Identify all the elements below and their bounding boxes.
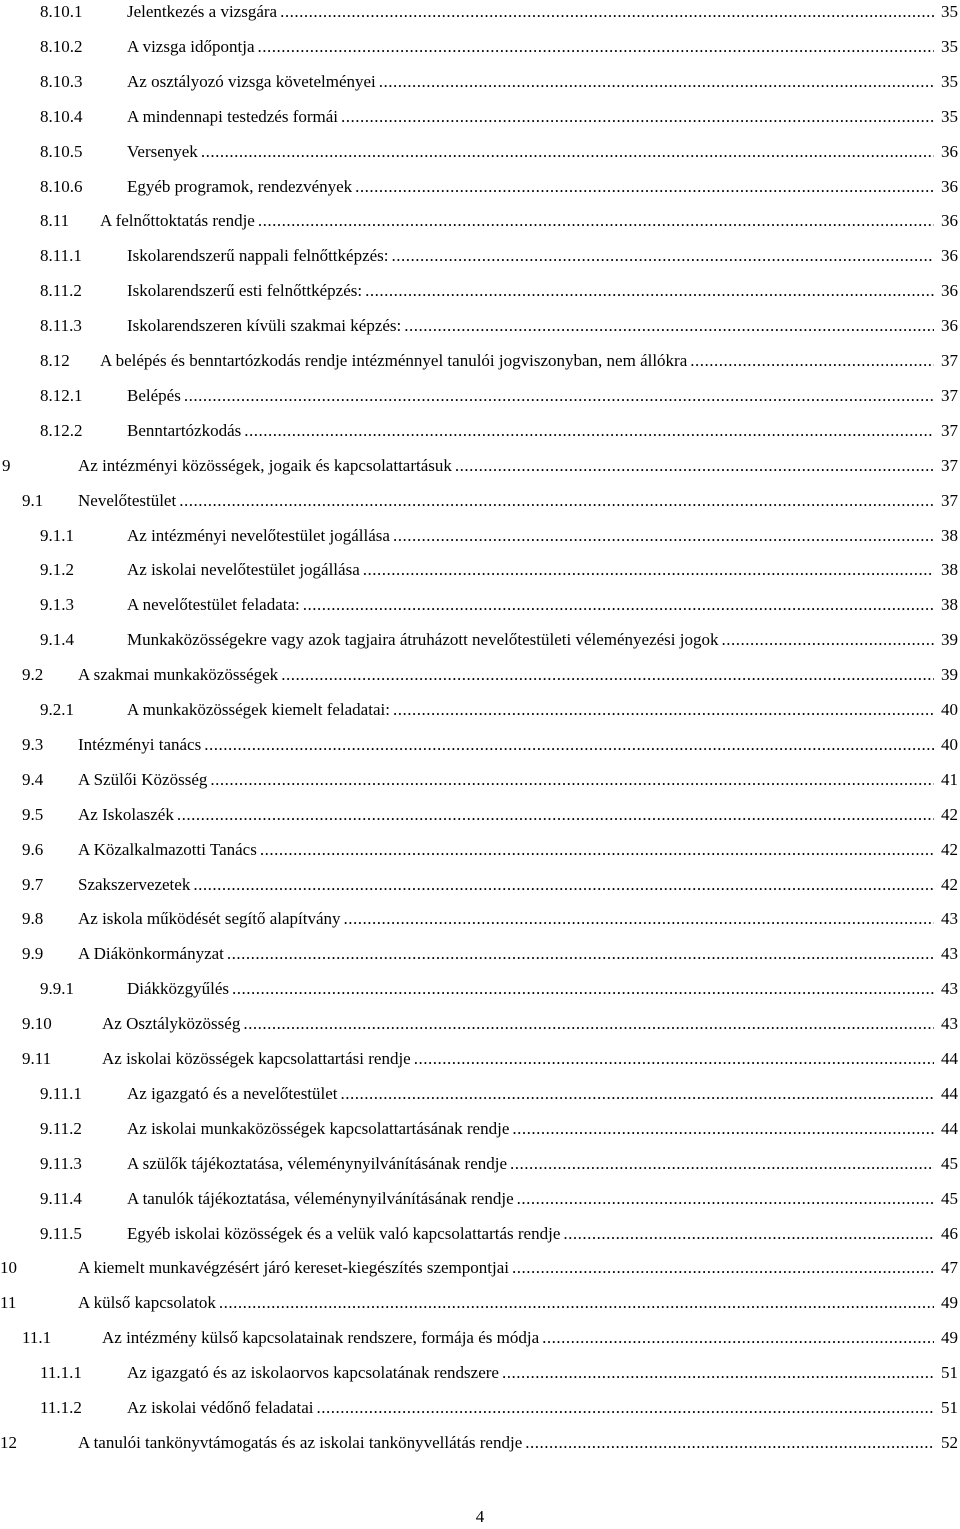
toc-entry[interactable]	[0, 977, 960, 1012]
toc-entry[interactable]	[0, 873, 960, 908]
toc-entry-number: 9.2	[22, 665, 44, 685]
dot-leader	[414, 1047, 934, 1071]
dot-leader	[303, 593, 934, 617]
dot-leader	[219, 1291, 934, 1315]
toc-entry[interactable]	[0, 349, 960, 384]
toc-entry-page: 36	[939, 209, 958, 233]
toc-entry[interactable]	[0, 1291, 960, 1326]
dot-leader	[210, 768, 934, 792]
toc-entry-number: 9.1.3	[40, 595, 74, 615]
toc-entry-page: 44	[939, 1082, 958, 1106]
toc-entry[interactable]	[0, 907, 960, 942]
toc-entry-page: 46	[939, 1222, 958, 1246]
dot-leader	[344, 907, 935, 931]
toc-entry[interactable]	[0, 0, 960, 35]
toc-entry-page: 39	[939, 628, 958, 652]
toc-entry-number: 10	[0, 1258, 17, 1278]
toc-entry-page: 42	[939, 838, 958, 862]
toc-entry-title: A szakmai munkaközösségek	[78, 663, 280, 687]
toc-entry[interactable]	[0, 1012, 960, 1047]
toc-entry[interactable]	[0, 314, 960, 349]
toc-entry-number: 12	[0, 1432, 17, 1452]
toc-entry-title: Az iskolai munkaközösségek kapcsolattartásának rendje	[127, 1117, 511, 1141]
toc-entry[interactable]	[0, 279, 960, 314]
dot-leader	[525, 1431, 934, 1455]
toc-entry-number: 8.12.2	[40, 420, 83, 440]
dot-leader	[184, 384, 934, 408]
toc-entry-page: 42	[939, 873, 958, 897]
toc-entry-title: A felnőttoktatás rendje	[100, 209, 257, 233]
toc-entry[interactable]	[0, 1222, 960, 1257]
toc-entry-number: 9	[2, 455, 11, 475]
toc-entry-title: A mindennapi testedzés formái	[127, 105, 340, 129]
toc-entry-page: 41	[939, 768, 958, 792]
dot-leader	[379, 70, 934, 94]
toc-entry-title: Az Iskolaszék	[78, 803, 176, 827]
dot-leader	[232, 977, 934, 1001]
toc-entry[interactable]	[0, 1431, 960, 1466]
toc-entry-number: 9.10	[22, 1014, 52, 1034]
toc-entry[interactable]	[0, 733, 960, 768]
toc-entry-title: Az intézmény külső kapcsolatainak rendszere, formája és módja	[102, 1326, 541, 1350]
toc-entry[interactable]	[0, 1326, 960, 1361]
toc-entry-number: 8.11	[40, 211, 70, 231]
dot-leader	[281, 663, 934, 687]
toc-entry-title: Egyéb programok, rendezvények	[127, 175, 354, 199]
toc-entry-title: Az iskolai védőnő feladatai	[127, 1396, 315, 1420]
toc-entry-number: 8.10.5	[40, 141, 83, 161]
toc-entry-title: A Diákönkormányzat	[78, 942, 226, 966]
toc-entry[interactable]	[0, 244, 960, 279]
toc-entry[interactable]	[0, 803, 960, 838]
toc-entry-number: 9.2.1	[40, 700, 74, 719]
toc-entry[interactable]	[0, 768, 960, 803]
toc-entry-number: 8.10.4	[40, 106, 83, 126]
toc-entry-page: 45	[939, 1187, 958, 1211]
toc-entry[interactable]	[0, 1117, 960, 1152]
toc-entry-title: Az iskolai közösségek kapcsolattartási rendje	[102, 1047, 413, 1071]
toc-entry-page: 51	[939, 1396, 958, 1420]
dot-leader	[204, 733, 934, 757]
toc-entry[interactable]	[0, 1361, 960, 1396]
toc-entry-number: 9.1.4	[40, 630, 74, 650]
toc-entry-title: Jelentkezés a vizsgára	[127, 0, 279, 24]
toc-entry-page: 38	[939, 524, 958, 548]
toc-entry-page: 35	[939, 35, 958, 59]
toc-entry-number: 11.1	[22, 1328, 52, 1348]
toc-entry-page: 37	[939, 349, 958, 373]
toc-entry-title: Iskolarendszerű esti felnőttképzés:	[127, 279, 364, 303]
dot-leader	[341, 1082, 934, 1106]
toc-entry-title: Az iskolai nevelőtestület jogállása	[127, 558, 362, 582]
toc-entry-page: 43	[939, 977, 958, 1001]
toc-entry-title: Az intézményi közösségek, jogaik és kapcsolattartásuk	[78, 454, 454, 478]
dot-leader	[355, 175, 934, 199]
toc-entry-title: A belépés és benntartózkodás rendje intézménnyel tanulói jogviszonyban, nem állókra	[100, 349, 689, 373]
toc-entry-page: 36	[939, 244, 958, 268]
toc-entry-title: Szakszervezetek	[78, 873, 192, 897]
toc-entry-number: 9.1.2	[40, 560, 74, 580]
dot-leader	[563, 1222, 934, 1246]
dot-leader	[179, 489, 934, 513]
toc-entry[interactable]	[0, 1082, 960, 1117]
toc-entry-title: A szülők tájékoztatása, véleménynyilvánításának rendje	[127, 1152, 509, 1176]
toc-entry-title: Munkaközösségekre vagy azok tagjaira átruházott nevelőtestületi véleményezési jogok	[127, 628, 720, 652]
dot-leader	[177, 803, 934, 827]
toc-entry-page: 45	[939, 1152, 958, 1176]
toc-entry-title: Iskolarendszeren kívüli szakmai képzés:	[127, 314, 403, 338]
toc-entry[interactable]	[0, 698, 960, 733]
toc-entry-number: 9.5	[22, 804, 44, 824]
toc-entry-number: 9.6	[22, 839, 44, 859]
toc-entry-number: 9.11	[22, 1049, 52, 1068]
toc-entry[interactable]	[0, 942, 960, 977]
toc-entry-page: 44	[939, 1047, 958, 1071]
toc-entry-page: 38	[939, 593, 958, 617]
toc-entry-number: 8.10.3	[40, 71, 83, 91]
toc-entry[interactable]	[0, 140, 960, 175]
toc-entry[interactable]	[0, 384, 960, 419]
toc-entry-title: A Közalkalmazotti Tanács	[78, 838, 259, 862]
dot-leader	[393, 698, 934, 722]
dot-leader	[257, 35, 934, 59]
dot-leader	[502, 1361, 934, 1385]
toc-entry-number: 11.1.2	[40, 1398, 82, 1417]
toc-entry-number: 9.4	[22, 769, 44, 789]
dot-leader	[542, 1326, 934, 1350]
toc-entry-title: Az osztályozó vizsga követelményei	[127, 70, 378, 94]
toc-entry[interactable]	[0, 489, 960, 524]
toc-entry-title: Nevelőtestület	[78, 489, 178, 513]
toc-entry[interactable]	[0, 419, 960, 454]
toc-entry[interactable]	[0, 35, 960, 70]
toc-entry-number: 8.11.3	[40, 316, 82, 336]
toc-entry-title: Az igazgató és a nevelőtestület	[127, 1082, 340, 1106]
toc-entry-number: 11	[0, 1293, 17, 1313]
toc-entry-page: 39	[939, 663, 958, 687]
dot-leader	[201, 140, 934, 164]
toc-entry[interactable]	[0, 838, 960, 873]
toc-entry-page: 36	[939, 279, 958, 303]
toc-entry-number: 11.1.1	[40, 1363, 82, 1383]
toc-entry-page: 47	[939, 1256, 958, 1280]
dot-leader	[512, 1256, 934, 1280]
toc-entry[interactable]	[0, 558, 960, 593]
toc-entry-title: Versenyek	[127, 140, 200, 164]
toc-entry[interactable]	[0, 593, 960, 628]
toc-entry-number: 9.9.1	[40, 979, 74, 999]
toc-entry-number: 8.10.1	[40, 2, 83, 21]
toc-entry-title: A tanulói tankönyvtámogatás és az iskolai tankönyvellátás rendje	[78, 1431, 524, 1455]
toc-entry-number: 9.1	[22, 490, 44, 510]
dot-leader	[244, 419, 934, 443]
toc-entry-number: 9.1.1	[40, 525, 74, 545]
toc-entry-number: 9.11.5	[40, 1223, 82, 1243]
toc-entry-number: 8.12.1	[40, 385, 83, 405]
toc-entry-number: 9.7	[22, 874, 44, 894]
toc-entry-number: 8.10.2	[40, 36, 83, 56]
dot-leader	[510, 1152, 934, 1176]
toc-entry-title: Diákközgyűlés	[127, 977, 231, 1001]
toc-entry-title: A vizsga időpontja	[127, 35, 256, 59]
toc-entry[interactable]	[0, 175, 960, 210]
dot-leader	[393, 524, 934, 548]
toc-entry-page: 37	[939, 454, 958, 478]
toc-entry-title: Az igazgató és az iskolaorvos kapcsolatának rendszere	[127, 1361, 501, 1385]
toc-entry-page: 51	[939, 1361, 958, 1385]
toc-entry-title: A kiemelt munkavégzésért járó kereset-kiegészítés szempontjai	[78, 1256, 511, 1280]
toc-entry-page: 36	[939, 140, 958, 164]
dot-leader	[404, 314, 934, 338]
toc-entry-title: Benntartózkodás	[127, 419, 243, 443]
dot-leader	[227, 942, 934, 966]
toc-entry[interactable]	[0, 209, 960, 244]
toc-entry-page: 44	[939, 1117, 958, 1141]
toc-entry[interactable]	[0, 524, 960, 559]
toc-entry-page: 43	[939, 942, 958, 966]
toc-entry-page: 35	[939, 105, 958, 129]
dot-leader	[365, 279, 934, 303]
toc-entry-page: 49	[939, 1326, 958, 1350]
toc-entry-page: 49	[939, 1291, 958, 1315]
toc-entry[interactable]	[0, 70, 960, 105]
toc-entry-page: 37	[939, 384, 958, 408]
toc-entry-title: Egyéb iskolai közösségek és a velük való kapcsolattartás rendje	[127, 1222, 562, 1246]
dot-leader	[392, 244, 934, 268]
dot-leader	[316, 1396, 934, 1420]
toc-entry[interactable]	[0, 1256, 960, 1291]
toc-entry-page: 42	[939, 803, 958, 827]
toc-entry-number: 9.11.1	[40, 1083, 82, 1103]
toc-entry-page: 43	[939, 907, 958, 931]
toc-entry[interactable]	[0, 663, 960, 698]
toc-entry[interactable]	[0, 105, 960, 140]
toc-entry-page: 52	[939, 1431, 958, 1455]
toc-entry-page: 36	[939, 175, 958, 199]
toc-entry-number: 8.12	[40, 351, 70, 370]
toc-entry-page: 35	[939, 70, 958, 94]
dot-leader	[517, 1187, 934, 1211]
toc-entry-page: 40	[939, 733, 958, 757]
toc-entry[interactable]	[0, 1396, 960, 1431]
dot-leader	[193, 873, 934, 897]
dot-leader	[280, 0, 934, 24]
toc-entry[interactable]	[0, 454, 960, 489]
toc-entry-page: 37	[939, 419, 958, 443]
dot-leader	[455, 454, 934, 478]
toc-entry-page: 38	[939, 558, 958, 582]
dot-leader	[721, 628, 934, 652]
toc-entry-number: 9.9	[22, 944, 44, 964]
page-number: 4	[475, 1507, 485, 1526]
toc-entry-number: 9.11.2	[40, 1118, 82, 1138]
dot-leader	[341, 105, 934, 129]
toc-entry-number: 9.11.4	[40, 1188, 82, 1208]
toc-entry-title: A Szülői Közösség	[78, 768, 209, 792]
dot-leader	[512, 1117, 934, 1141]
dot-leader	[690, 349, 934, 373]
toc-entry-title: Iskolarendszerű nappali felnőttképzés:	[127, 244, 391, 268]
toc-entry-number: 9.8	[22, 909, 44, 929]
toc-entry-page: 40	[939, 698, 958, 722]
toc-entry[interactable]	[0, 1152, 960, 1187]
toc-entry-number: 9.11.3	[40, 1153, 82, 1173]
toc-entry-page: 43	[939, 1012, 958, 1036]
toc-entry-title: Az iskola működését segítő alapítvány	[78, 907, 343, 931]
toc-entry[interactable]	[0, 1187, 960, 1222]
dot-leader	[260, 838, 934, 862]
toc-entry-title: A külső kapcsolatok	[78, 1291, 218, 1315]
dot-leader	[258, 209, 934, 233]
toc-entry-page: 36	[939, 314, 958, 338]
toc-entry-title: Belépés	[127, 384, 183, 408]
toc-entry-title: Az Osztályközösség	[102, 1012, 242, 1036]
toc-entry-title: Intézményi tanács	[78, 733, 203, 757]
toc-entry[interactable]	[0, 1047, 960, 1082]
dot-leader	[243, 1012, 934, 1036]
toc-entry-page: 35	[939, 0, 958, 24]
toc-entry-number: 8.10.6	[40, 176, 83, 196]
toc-entry-number: 8.11.1	[40, 246, 82, 266]
toc-entry-title: A tanulók tájékoztatása, véleménynyilvánításának rendje	[127, 1187, 516, 1211]
toc-entry[interactable]	[0, 628, 960, 663]
dot-leader	[363, 558, 934, 582]
toc-entry-title: A nevelőtestület feladata:	[127, 593, 302, 617]
toc-entry-number: 9.3	[22, 734, 44, 754]
toc-entry-title: Az intézményi nevelőtestület jogállása	[127, 524, 392, 548]
toc-entry-number: 8.11.2	[40, 281, 82, 301]
toc-entry-title: A munkaközösségek kiemelt feladatai:	[127, 698, 392, 722]
toc-entry-page: 37	[939, 489, 958, 513]
